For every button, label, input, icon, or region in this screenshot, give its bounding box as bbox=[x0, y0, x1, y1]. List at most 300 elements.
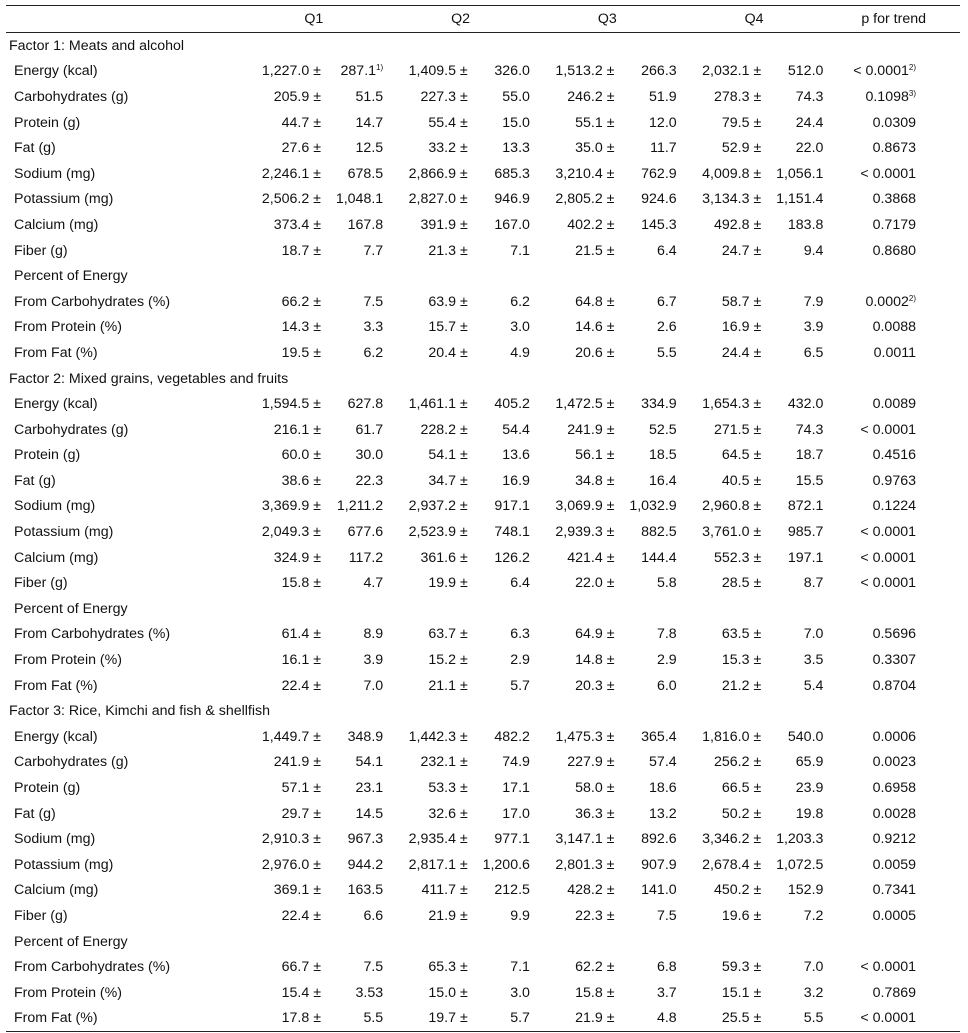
sd-value: 117.2 bbox=[348, 549, 384, 566]
row-label: From Carbohydrates (%) bbox=[14, 959, 171, 976]
mean-cell: 369.1 ± bbox=[273, 882, 321, 899]
sd-cell bbox=[617, 750, 680, 776]
sd-cell bbox=[324, 84, 387, 110]
sd-value: 55.0 bbox=[502, 88, 530, 105]
sd-value: 7.8 bbox=[656, 626, 677, 643]
table-row bbox=[6, 135, 960, 161]
sd-cell bbox=[617, 647, 680, 673]
mean-cell: 62.2 ± bbox=[575, 959, 615, 976]
sd-cell bbox=[617, 570, 680, 596]
sd-value: 18.5 bbox=[649, 447, 677, 464]
subsection-row bbox=[6, 929, 960, 955]
mean-cell: 63.9 ± bbox=[428, 293, 468, 310]
sd-cell bbox=[324, 1006, 387, 1032]
p-value: 0.7341 bbox=[872, 882, 916, 899]
sd-value: 4.7 bbox=[363, 575, 384, 592]
p-trend-cell bbox=[827, 468, 960, 494]
table-row bbox=[6, 340, 960, 366]
p-trend-cell bbox=[827, 826, 960, 852]
p-trend-cell bbox=[827, 852, 960, 878]
p-value: 0.1098 bbox=[865, 88, 909, 105]
p-trend-cell bbox=[827, 647, 960, 673]
sd-value: 7.5 bbox=[656, 907, 677, 924]
table-row bbox=[6, 852, 960, 878]
sd-cell bbox=[617, 84, 680, 110]
sd-value: 6.2 bbox=[510, 293, 530, 310]
table-row bbox=[6, 468, 960, 494]
sd-value: 482.2 bbox=[494, 728, 530, 745]
sd-value: 16.4 bbox=[649, 472, 677, 489]
row-label: From Protein (%) bbox=[14, 319, 122, 336]
footnote-mark: 2) bbox=[908, 63, 916, 73]
sd-cell bbox=[471, 622, 534, 648]
sd-value: 1,048.1 bbox=[335, 191, 384, 208]
sd-cell bbox=[471, 391, 534, 417]
sd-value: 7.7 bbox=[363, 242, 384, 259]
row-label: Protein (g) bbox=[14, 780, 81, 797]
mean-cell: 54.1 ± bbox=[428, 447, 468, 464]
mean-cell: 227.3 ± bbox=[420, 88, 468, 105]
p-value: < 0.0001 bbox=[860, 575, 916, 592]
sd-value: 6.6 bbox=[363, 907, 384, 924]
row-label: Protein (g) bbox=[14, 447, 81, 464]
sd-cell bbox=[617, 622, 680, 648]
header-q4: Q4 bbox=[681, 6, 828, 33]
table-row bbox=[6, 161, 960, 187]
p-trend-cell bbox=[827, 1006, 960, 1032]
sd-cell bbox=[764, 212, 827, 238]
mean-cell: 55.4 ± bbox=[428, 114, 468, 131]
sd-value: 197.1 bbox=[787, 549, 824, 566]
p-value: 0.7179 bbox=[872, 216, 916, 233]
mean-cell: 21.9 ± bbox=[534, 1006, 618, 1032]
sd-cell bbox=[764, 647, 827, 673]
mean-cell: 18.7 ± bbox=[281, 242, 321, 259]
sd-value: 54.4 bbox=[502, 421, 530, 438]
table-row bbox=[6, 903, 960, 929]
sd-cell bbox=[471, 212, 534, 238]
sd-cell bbox=[471, 570, 534, 596]
sd-cell bbox=[471, 903, 534, 929]
row-label: Sodium (mg) bbox=[14, 498, 96, 515]
mean-cell: 227.9 ± bbox=[567, 754, 615, 771]
mean-cell: 55.1 ± bbox=[575, 114, 615, 131]
sd-value: 6.7 bbox=[656, 293, 677, 310]
sd-value: 24.4 bbox=[795, 114, 824, 131]
table-row bbox=[6, 1006, 960, 1032]
sd-cell bbox=[617, 1006, 680, 1032]
sd-value: 1,151.4 bbox=[776, 191, 824, 208]
mean-cell: 66.7 ± bbox=[281, 959, 321, 976]
sd-cell bbox=[471, 1006, 534, 1032]
mean-cell: 373.4 ± bbox=[273, 216, 321, 233]
sd-cell bbox=[471, 238, 534, 264]
p-value: 0.0002 bbox=[865, 293, 909, 310]
sd-value: 11.7 bbox=[650, 140, 677, 157]
sd-cell bbox=[324, 903, 387, 929]
row-label: Fat (g) bbox=[14, 805, 56, 822]
sd-value: 685.3 bbox=[494, 165, 530, 182]
sd-cell bbox=[324, 289, 387, 315]
mean-cell: 15.3 ± bbox=[721, 652, 762, 669]
sd-cell bbox=[471, 110, 534, 136]
sd-cell bbox=[471, 673, 534, 699]
sd-value: 163.5 bbox=[347, 882, 384, 899]
sd-value: 74.9 bbox=[502, 754, 530, 771]
sd-cell bbox=[324, 570, 387, 596]
row-label: Calcium (mg) bbox=[14, 216, 99, 233]
sd-value: 762.9 bbox=[641, 165, 677, 182]
sd-cell bbox=[471, 878, 534, 904]
mean-cell: 44.7 ± bbox=[281, 114, 321, 131]
sd-value: 985.7 bbox=[787, 524, 824, 541]
sd-cell bbox=[617, 980, 680, 1006]
sd-value: 6.4 bbox=[656, 242, 677, 259]
p-value: 0.0011 bbox=[873, 344, 916, 361]
mean-cell: 15.0 ± bbox=[428, 984, 468, 1001]
mean-cell: 21.9 ± bbox=[428, 907, 468, 924]
mean-cell: 4,009.8 ± bbox=[702, 165, 762, 182]
sd-cell bbox=[764, 750, 827, 776]
mean-cell: 1,816.0 ± bbox=[702, 728, 762, 745]
mean-cell: 2,246.1 ± bbox=[261, 165, 321, 182]
sd-cell bbox=[471, 647, 534, 673]
sd-cell bbox=[617, 468, 680, 494]
sd-cell bbox=[324, 775, 387, 801]
mean-cell: 19.5 ± bbox=[281, 344, 321, 361]
sd-value: 7.0 bbox=[803, 626, 824, 643]
mean-cell: 66.2 ± bbox=[281, 293, 321, 310]
row-label: Fiber (g) bbox=[14, 907, 68, 924]
row-label: Fiber (g) bbox=[14, 242, 68, 259]
mean-cell: 22.4 ± bbox=[281, 677, 321, 694]
sd-cell bbox=[617, 519, 680, 545]
sd-cell bbox=[764, 622, 827, 648]
sd-value: 6.4 bbox=[510, 575, 530, 592]
sd-cell bbox=[471, 417, 534, 443]
sd-value: 3.3 bbox=[363, 319, 384, 336]
sd-value: 13.2 bbox=[649, 805, 677, 822]
mean-cell: 2,910.3 ± bbox=[261, 831, 321, 848]
p-value: < 0.0001 bbox=[860, 1010, 916, 1027]
sd-value: 405.2 bbox=[494, 396, 530, 413]
mean-cell: 2,866.9 ± bbox=[408, 165, 468, 182]
mean-cell: 232.1 ± bbox=[420, 754, 468, 771]
row-label: Carbohydrates (g) bbox=[14, 88, 129, 105]
p-value: 0.5696 bbox=[872, 626, 916, 643]
mean-cell: 450.2 ± bbox=[714, 882, 762, 899]
sd-cell bbox=[471, 135, 534, 161]
sd-cell bbox=[617, 110, 680, 136]
subsection-row bbox=[6, 596, 960, 622]
row-label: From Protein (%) bbox=[14, 652, 122, 669]
p-trend-cell bbox=[827, 570, 960, 596]
mean-cell: 216.1 ± bbox=[273, 421, 321, 438]
sd-cell bbox=[764, 801, 827, 827]
sd-cell bbox=[471, 289, 534, 315]
sd-cell bbox=[324, 801, 387, 827]
mean-cell: 22.3 ± bbox=[575, 907, 615, 924]
table-row bbox=[6, 954, 960, 980]
p-value: < 0.0001 bbox=[860, 959, 916, 976]
row-label: Fat (g) bbox=[14, 140, 56, 157]
sd-value: 266.3 bbox=[641, 63, 677, 80]
mean-cell: 64.8 ± bbox=[575, 293, 615, 310]
sd-cell bbox=[324, 187, 387, 213]
sd-cell bbox=[471, 59, 534, 85]
sd-cell bbox=[764, 59, 827, 85]
mean-cell: 21.1 ± bbox=[428, 677, 468, 694]
mean-cell: 3,069.9 ± bbox=[555, 498, 615, 515]
sd-value: 23.1 bbox=[355, 780, 384, 797]
sd-cell bbox=[324, 238, 387, 264]
sd-value: 15.5 bbox=[795, 472, 824, 489]
subsection-title: Percent of Energy bbox=[14, 268, 128, 285]
sd-cell bbox=[324, 135, 387, 161]
sd-cell bbox=[764, 135, 827, 161]
mean-cell: 50.2 ± bbox=[721, 805, 762, 822]
mean-cell: 21.5 ± bbox=[575, 242, 615, 259]
sd-cell bbox=[617, 954, 680, 980]
sd-value: 6.8 bbox=[656, 959, 677, 976]
table-row bbox=[6, 750, 960, 776]
table-row bbox=[6, 545, 960, 571]
p-value: 0.0088 bbox=[872, 319, 916, 336]
table-body bbox=[6, 33, 960, 1032]
p-trend-cell bbox=[827, 903, 960, 929]
sd-cell bbox=[617, 545, 680, 571]
sd-cell bbox=[471, 801, 534, 827]
sd-value: 18.7 bbox=[795, 447, 824, 464]
mean-cell: 38.6 ± bbox=[281, 472, 321, 489]
sd-cell bbox=[764, 519, 827, 545]
mean-cell: 20.3 ± bbox=[575, 677, 615, 694]
mean-cell: 2,827.0 ± bbox=[408, 191, 468, 208]
sd-value: 16.9 bbox=[502, 472, 530, 489]
sd-cell bbox=[471, 187, 534, 213]
row-label: From Carbohydrates (%) bbox=[14, 626, 171, 643]
p-trend-cell bbox=[827, 84, 960, 110]
factor-row bbox=[6, 366, 960, 392]
table-row bbox=[6, 110, 960, 136]
mean-cell: 3,346.2 ± bbox=[702, 831, 762, 848]
mean-cell: 241.9 ± bbox=[273, 754, 321, 771]
mean-cell: 20.4 ± bbox=[428, 344, 468, 361]
mean-cell: 27.6 ± bbox=[281, 140, 321, 157]
mean-cell: 28.5 ± bbox=[721, 575, 762, 592]
sd-cell bbox=[471, 954, 534, 980]
mean-cell: 2,049.3 ± bbox=[261, 524, 321, 541]
sd-value: 1,203.3 bbox=[776, 831, 824, 848]
sd-cell bbox=[471, 545, 534, 571]
row-label: Energy (kcal) bbox=[14, 396, 98, 413]
p-value: 0.0023 bbox=[872, 754, 916, 771]
sd-cell bbox=[764, 903, 827, 929]
sd-cell bbox=[617, 417, 680, 443]
mean-cell: 2,506.2 ± bbox=[261, 191, 321, 208]
nutrient-intake-table bbox=[6, 5, 960, 1032]
sd-value: 167.0 bbox=[494, 216, 530, 233]
sd-value: 872.1 bbox=[787, 498, 824, 515]
sd-cell bbox=[471, 775, 534, 801]
mean-cell: 1,475.3 ± bbox=[555, 728, 615, 745]
p-value: 0.0059 bbox=[872, 856, 916, 873]
mean-cell: 17.8 ± bbox=[240, 1006, 324, 1032]
sd-cell bbox=[764, 340, 827, 366]
table-row bbox=[6, 878, 960, 904]
sd-cell bbox=[324, 391, 387, 417]
sd-value: 145.3 bbox=[641, 216, 677, 233]
mean-cell: 14.6 ± bbox=[575, 319, 615, 336]
row-label: Potassium (mg) bbox=[14, 524, 114, 541]
sd-value: 967.3 bbox=[347, 831, 384, 848]
factor-row bbox=[6, 698, 960, 724]
mean-cell: 1,409.5 ± bbox=[408, 63, 468, 80]
mean-cell: 14.3 ± bbox=[281, 319, 321, 336]
p-value: 0.7869 bbox=[872, 984, 916, 1001]
mean-cell: 21.3 ± bbox=[428, 242, 468, 259]
sd-value: 4.9 bbox=[510, 344, 530, 361]
sd-cell bbox=[471, 315, 534, 341]
row-label: Fiber (g) bbox=[14, 575, 68, 592]
sd-cell bbox=[324, 724, 387, 750]
sd-value: 334.9 bbox=[641, 396, 677, 413]
sd-value: 5.4 bbox=[803, 677, 824, 694]
sd-value: 54.1 bbox=[355, 754, 384, 771]
row-label: Calcium (mg) bbox=[14, 549, 99, 566]
mean-cell: 246.2 ± bbox=[567, 88, 615, 105]
mean-cell: 492.8 ± bbox=[714, 216, 762, 233]
sd-value: 7.0 bbox=[803, 959, 824, 976]
mean-cell: 15.7 ± bbox=[428, 319, 468, 336]
p-value: 0.0005 bbox=[872, 907, 916, 924]
sd-value: 3.2 bbox=[803, 984, 824, 1001]
p-value: 0.0006 bbox=[872, 728, 916, 745]
sd-cell bbox=[324, 647, 387, 673]
sd-cell bbox=[324, 417, 387, 443]
table-row bbox=[6, 724, 960, 750]
mean-cell: 58.7 ± bbox=[721, 293, 762, 310]
mean-cell: 34.8 ± bbox=[575, 472, 615, 489]
mean-cell: 21.2 ± bbox=[721, 677, 762, 694]
footnote-mark: 1) bbox=[376, 63, 384, 73]
sd-cell bbox=[764, 110, 827, 136]
footnote-mark: 2) bbox=[908, 293, 916, 303]
sd-value: 365.4 bbox=[641, 728, 677, 745]
factor-title: Factor 2: Mixed grains, vegetables and fruits bbox=[9, 370, 289, 387]
p-value: 0.8704 bbox=[872, 677, 916, 694]
p-trend-cell bbox=[827, 443, 960, 469]
sd-cell bbox=[764, 570, 827, 596]
sd-cell bbox=[617, 494, 680, 520]
p-value: 0.3307 bbox=[872, 652, 916, 669]
p-value: 0.0309 bbox=[872, 114, 916, 131]
header-row bbox=[6, 6, 960, 33]
mean-cell: 64.9 ± bbox=[575, 626, 615, 643]
sd-cell bbox=[471, 750, 534, 776]
table-row bbox=[6, 494, 960, 520]
sd-cell bbox=[764, 289, 827, 315]
sd-cell bbox=[617, 238, 680, 264]
sd-value: 3.9 bbox=[363, 652, 384, 669]
subsection-title: Percent of Energy bbox=[14, 933, 128, 950]
mean-cell: 2,805.2 ± bbox=[555, 191, 615, 208]
sd-value: 57.4 bbox=[649, 754, 677, 771]
sd-value: 74.3 bbox=[795, 421, 824, 438]
row-label: From Fat (%) bbox=[14, 344, 98, 361]
sd-value: 3.5 bbox=[803, 652, 824, 669]
table-row bbox=[6, 570, 960, 596]
sd-cell bbox=[324, 468, 387, 494]
row-label: From Carbohydrates (%) bbox=[14, 293, 171, 310]
p-trend-cell bbox=[827, 545, 960, 571]
sd-value: 144.4 bbox=[641, 549, 677, 566]
sd-value: 6.2 bbox=[363, 344, 384, 361]
sd-value: 6.3 bbox=[510, 626, 530, 643]
sd-cell bbox=[617, 212, 680, 238]
sd-cell bbox=[764, 391, 827, 417]
factor-title: Factor 1: Meats and alcohol bbox=[9, 37, 185, 54]
sd-cell bbox=[764, 1006, 827, 1032]
mean-cell: 228.2 ± bbox=[420, 421, 468, 438]
mean-cell: 32.6 ± bbox=[428, 805, 468, 822]
sd-cell bbox=[764, 417, 827, 443]
row-label: Potassium (mg) bbox=[14, 191, 114, 208]
sd-value: 3.0 bbox=[510, 319, 530, 336]
sd-cell bbox=[617, 443, 680, 469]
sd-cell bbox=[617, 59, 680, 85]
sd-cell bbox=[324, 519, 387, 545]
sd-value: 141.0 bbox=[641, 882, 677, 899]
p-trend-cell bbox=[827, 801, 960, 827]
sd-value: 326.0 bbox=[494, 63, 530, 80]
mean-cell: 2,032.1 ± bbox=[702, 63, 762, 80]
sd-value: 1,200.6 bbox=[482, 856, 530, 873]
p-value: < 0.0001 bbox=[860, 421, 916, 438]
sd-value: 167.8 bbox=[347, 216, 384, 233]
subsection-row bbox=[6, 263, 960, 289]
p-trend-cell bbox=[827, 135, 960, 161]
mean-cell: 52.9 ± bbox=[721, 140, 762, 157]
row-label: Sodium (mg) bbox=[14, 831, 96, 848]
sd-value: 6.5 bbox=[803, 344, 824, 361]
p-trend-cell bbox=[827, 417, 960, 443]
sd-value: 917.1 bbox=[494, 498, 530, 515]
table-row bbox=[6, 826, 960, 852]
p-trend-cell bbox=[827, 110, 960, 136]
mean-cell: 58.0 ± bbox=[575, 780, 615, 797]
sd-value: 14.5 bbox=[355, 805, 384, 822]
mean-cell: 402.2 ± bbox=[567, 216, 615, 233]
mean-cell: 2,817.1 ± bbox=[408, 856, 468, 873]
table-row bbox=[6, 622, 960, 648]
sd-value: 977.1 bbox=[494, 831, 530, 848]
sd-cell bbox=[764, 775, 827, 801]
mean-cell: 34.7 ± bbox=[428, 472, 468, 489]
sd-cell bbox=[764, 468, 827, 494]
p-trend-cell bbox=[827, 750, 960, 776]
sd-cell bbox=[764, 954, 827, 980]
mean-cell: 411.7 ± bbox=[421, 882, 468, 899]
sd-cell bbox=[471, 494, 534, 520]
p-value: 0.6958 bbox=[872, 780, 916, 797]
sd-value: 5.5 bbox=[363, 1010, 384, 1027]
sd-value: 22.0 bbox=[795, 140, 824, 157]
mean-cell: 65.3 ± bbox=[428, 959, 468, 976]
sd-value: 8.9 bbox=[363, 626, 384, 643]
sd-value: 3.53 bbox=[355, 984, 384, 1001]
row-label: Sodium (mg) bbox=[14, 165, 96, 182]
